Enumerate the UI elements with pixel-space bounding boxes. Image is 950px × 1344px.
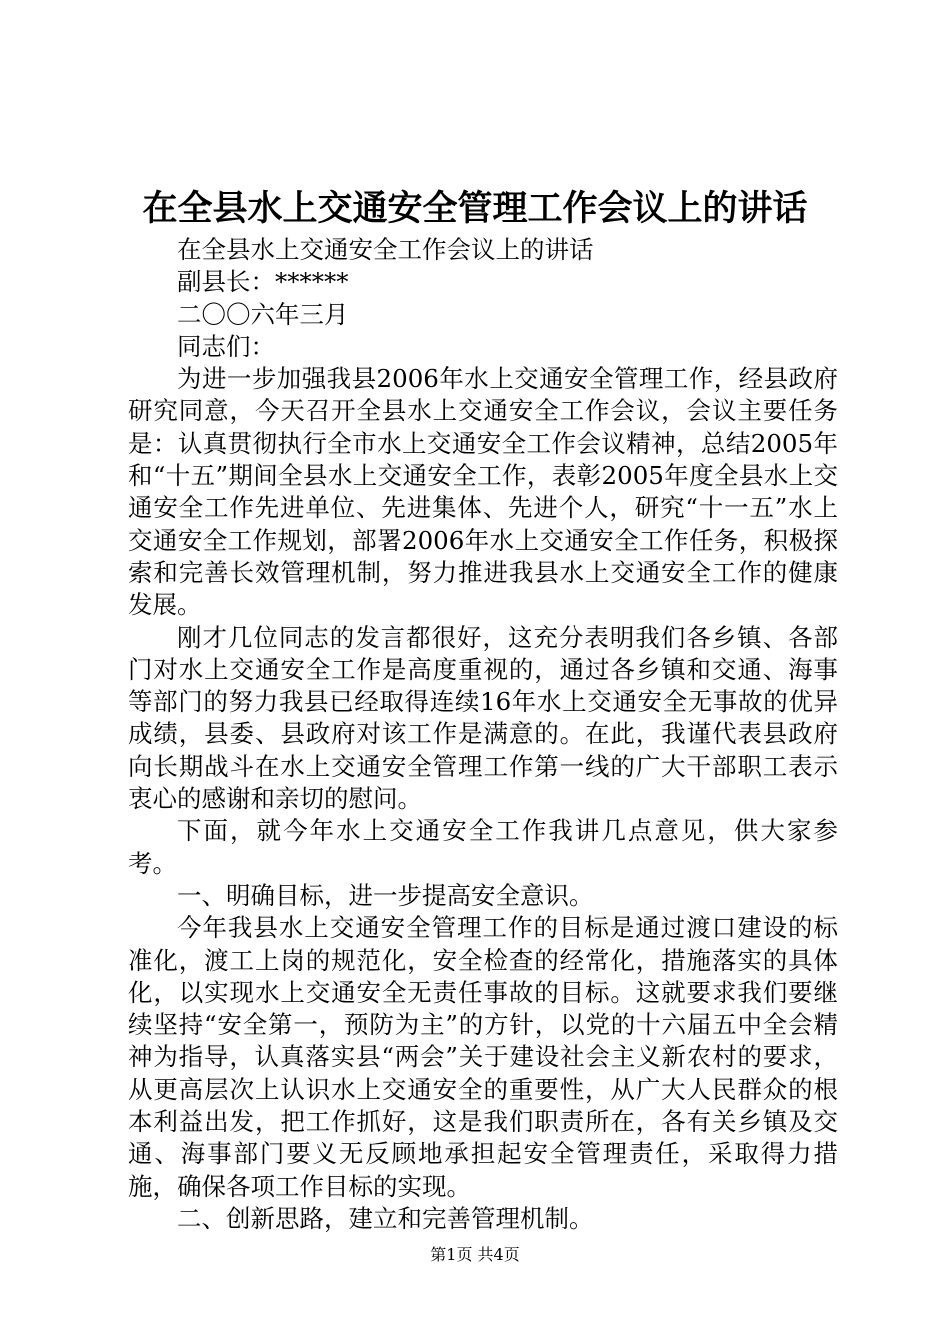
paragraph-intro: 为进一步加强我县2006年水上交通安全管理工作，经县政府研究同意，今天召开全县水上交通安全工作会议，会议主要任务是：认真贯彻执行全市水上交通安全工作会议精神，总结2005年和“十五”期间全县水上交通安全工作，表彰2005年度全县水上交通安全工作先进单位、先进集体、先进个人，研究“十一五”水上交通安全工作规划，部署2006年水上交通安全工作任务，积极探索和完善长效管理机制，努力推进我县水上交通安全工作的健康发展。 <box>128 364 838 620</box>
paragraph-subtitle: 在全县水上交通安全工作会议上的讲话 <box>177 235 594 264</box>
document-title: 在全县水上交通安全管理工作会议上的讲话 <box>142 188 808 229</box>
paragraph-date: 二〇〇六年三月 <box>177 299 349 329</box>
paragraph-achievements: 刚才几位同志的发言都很好，这充分表明我们各乡镇、各部门对水上交通安全工作是高度重视的，通过各乡镇和交通、海事等部门的努力我县已经取得连续16年水上交通安全无事故的优异成绩，县委、县政府对该工作是满意的。在此，我谨代表县政府向长期战斗在水上交通安全管理工作第一线的广大干部职工表示衷心的感谢和亲切的慰问。 <box>128 622 838 814</box>
paragraph-goals: 今年我县水上交通安全管理工作的目标是通过渡口建设的标准化，渡工上岗的规范化，安全检查的经常化，措施落实的具体化，以实现水上交通安全无责任事故的目标。这就要求我们要继续坚持“安全第一，预防为主”的方针，以党的十六届五中全会精神为指导，认真落实县“两会”关于建设社会主义新农村的要求，从更高层次上认识水上交通安全的重要性，从广大人民群众的根本利益出发，把工作抓好，这是我们职责所在，各有关乡镇及交通、海事部门要义无反顾地承担起安全管理责任，采取得力措施，确保各项工作目标的实现。 <box>128 913 838 1201</box>
section-heading-2: 二、创新思路，建立和完善管理机制。 <box>177 1203 594 1233</box>
document-body <box>128 234 838 1235</box>
paragraph-transition: 下面，就今年水上交通安全工作我讲几点意见，供大家参考。 <box>128 816 838 878</box>
paragraph-salutation: 同志们： <box>177 331 275 361</box>
section-heading-1: 一、明确目标，进一步提高安全意识。 <box>177 880 594 910</box>
paragraph-speaker: 副县长：****** <box>177 267 349 297</box>
page-number: 第1页 共4页 <box>430 1245 520 1264</box>
